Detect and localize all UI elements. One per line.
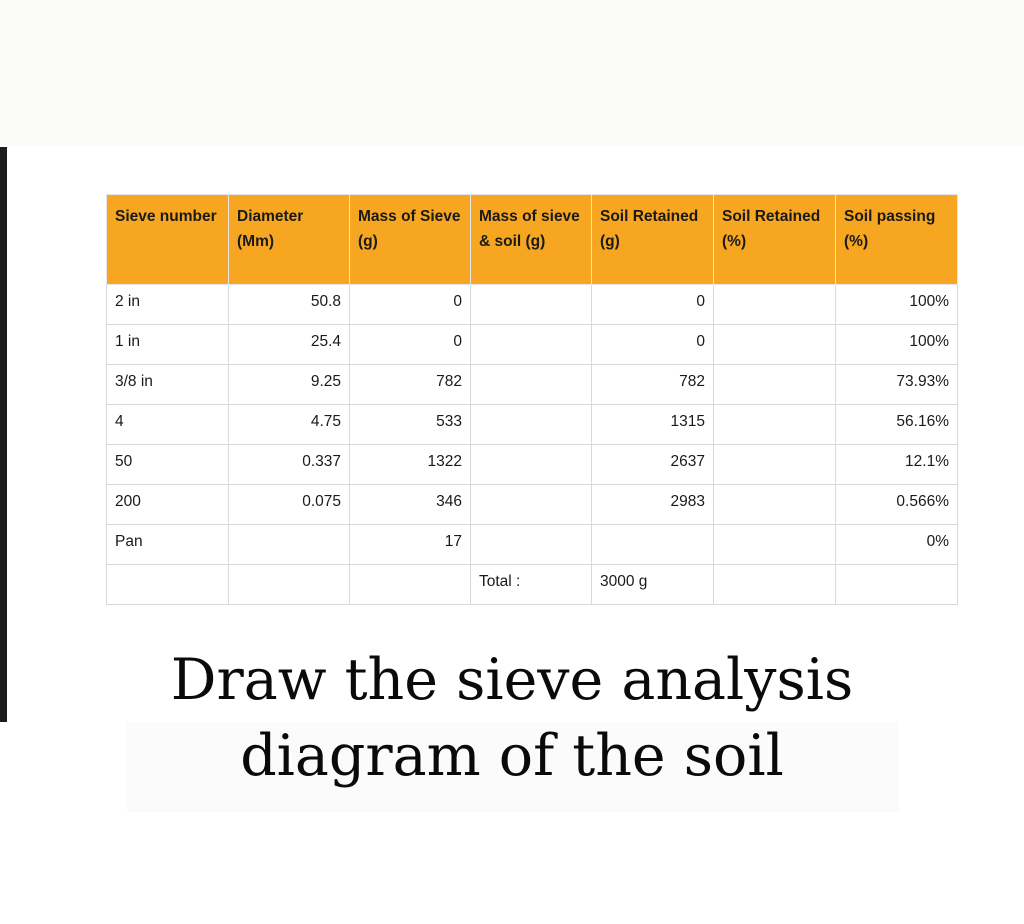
table-row [107,485,958,525]
cell-mass-of-sieve: 533 [350,405,471,445]
header-mass-of-sieve-and-soil: Mass of sieve & soil (g) [471,195,592,285]
cell-mass-of-sieve-and-soil [471,325,592,365]
table-row [107,445,958,485]
top-background-band [0,0,1024,145]
total-value: 3000 g [592,565,714,605]
cell-diameter [229,525,350,565]
header-soil-retained-g: Soil Retained (g) [592,195,714,285]
cell-soil-retained-g: 1315 [592,405,714,445]
cell-mass-of-sieve: 0 [350,285,471,325]
cell-soil-retained-g: 2983 [592,485,714,525]
cell-soil-passing-percent: 0.566% [836,485,958,525]
sieve-analysis-table-container [106,194,957,605]
table-row [107,405,958,445]
cell-mass-of-sieve-and-soil [471,365,592,405]
cell-diameter: 50.8 [229,285,350,325]
cell-soil-passing-percent: 100% [836,325,958,365]
header-soil-passing-percent: Soil passing (%) [836,195,958,285]
cell-sieve-number: 1 in [107,325,229,365]
cell-mass-of-sieve: 1322 [350,445,471,485]
cell-mass-of-sieve: 17 [350,525,471,565]
cell-empty [714,565,836,605]
cell-mass-of-sieve-and-soil [471,485,592,525]
cell-sieve-number: Pan [107,525,229,565]
cell-soil-retained-percent [714,405,836,445]
cell-mass-of-sieve: 782 [350,365,471,405]
cell-mass-of-sieve: 346 [350,485,471,525]
cell-soil-retained-g [592,525,714,565]
cell-soil-retained-g: 0 [592,285,714,325]
header-diameter: Diameter (Mm) [229,195,350,285]
cell-soil-retained-percent [714,485,836,525]
cell-mass-of-sieve-and-soil [471,525,592,565]
cell-empty [836,565,958,605]
table-header-row [107,195,958,285]
header-sieve-number: Sieve number [107,195,229,285]
cell-soil-retained-percent [714,325,836,365]
table-total-row [107,565,958,605]
total-label: Total : [471,565,592,605]
cell-diameter: 4.75 [229,405,350,445]
cell-sieve-number: 2 in [107,285,229,325]
cell-sieve-number: 3/8 in [107,365,229,405]
caption-line-2: diagram of the soil [240,723,784,789]
cell-mass-of-sieve-and-soil [471,285,592,325]
cell-soil-retained-percent [714,285,836,325]
cell-soil-passing-percent: 100% [836,285,958,325]
question-caption [0,642,1024,794]
cell-diameter: 0.075 [229,485,350,525]
cell-soil-retained-percent [714,365,836,405]
table-row [107,525,958,565]
cell-diameter: 25.4 [229,325,350,365]
cell-soil-retained-percent [714,525,836,565]
caption-line-1: Draw the sieve analysis [170,647,854,713]
cell-mass-of-sieve-and-soil [471,405,592,445]
cell-soil-retained-g: 0 [592,325,714,365]
cell-soil-passing-percent: 73.93% [836,365,958,405]
table-row [107,285,958,325]
cell-diameter: 0.337 [229,445,350,485]
cell-mass-of-sieve-and-soil [471,445,592,485]
sieve-analysis-table [106,194,958,605]
cell-soil-retained-g: 782 [592,365,714,405]
cell-soil-passing-percent: 0% [836,525,958,565]
cell-sieve-number: 200 [107,485,229,525]
header-mass-of-sieve: Mass of Sieve (g) [350,195,471,285]
cell-soil-passing-percent: 56.16% [836,405,958,445]
cell-mass-of-sieve: 0 [350,325,471,365]
cell-empty [350,565,471,605]
header-soil-retained-percent: Soil Retained (%) [714,195,836,285]
table-row [107,365,958,405]
table-row [107,325,958,365]
cell-empty [229,565,350,605]
cell-sieve-number: 50 [107,445,229,485]
cell-empty [107,565,229,605]
cell-diameter: 9.25 [229,365,350,405]
cell-soil-retained-percent [714,445,836,485]
cell-soil-passing-percent: 12.1% [836,445,958,485]
cell-soil-retained-g: 2637 [592,445,714,485]
left-edge-bar [0,147,7,722]
cell-sieve-number: 4 [107,405,229,445]
